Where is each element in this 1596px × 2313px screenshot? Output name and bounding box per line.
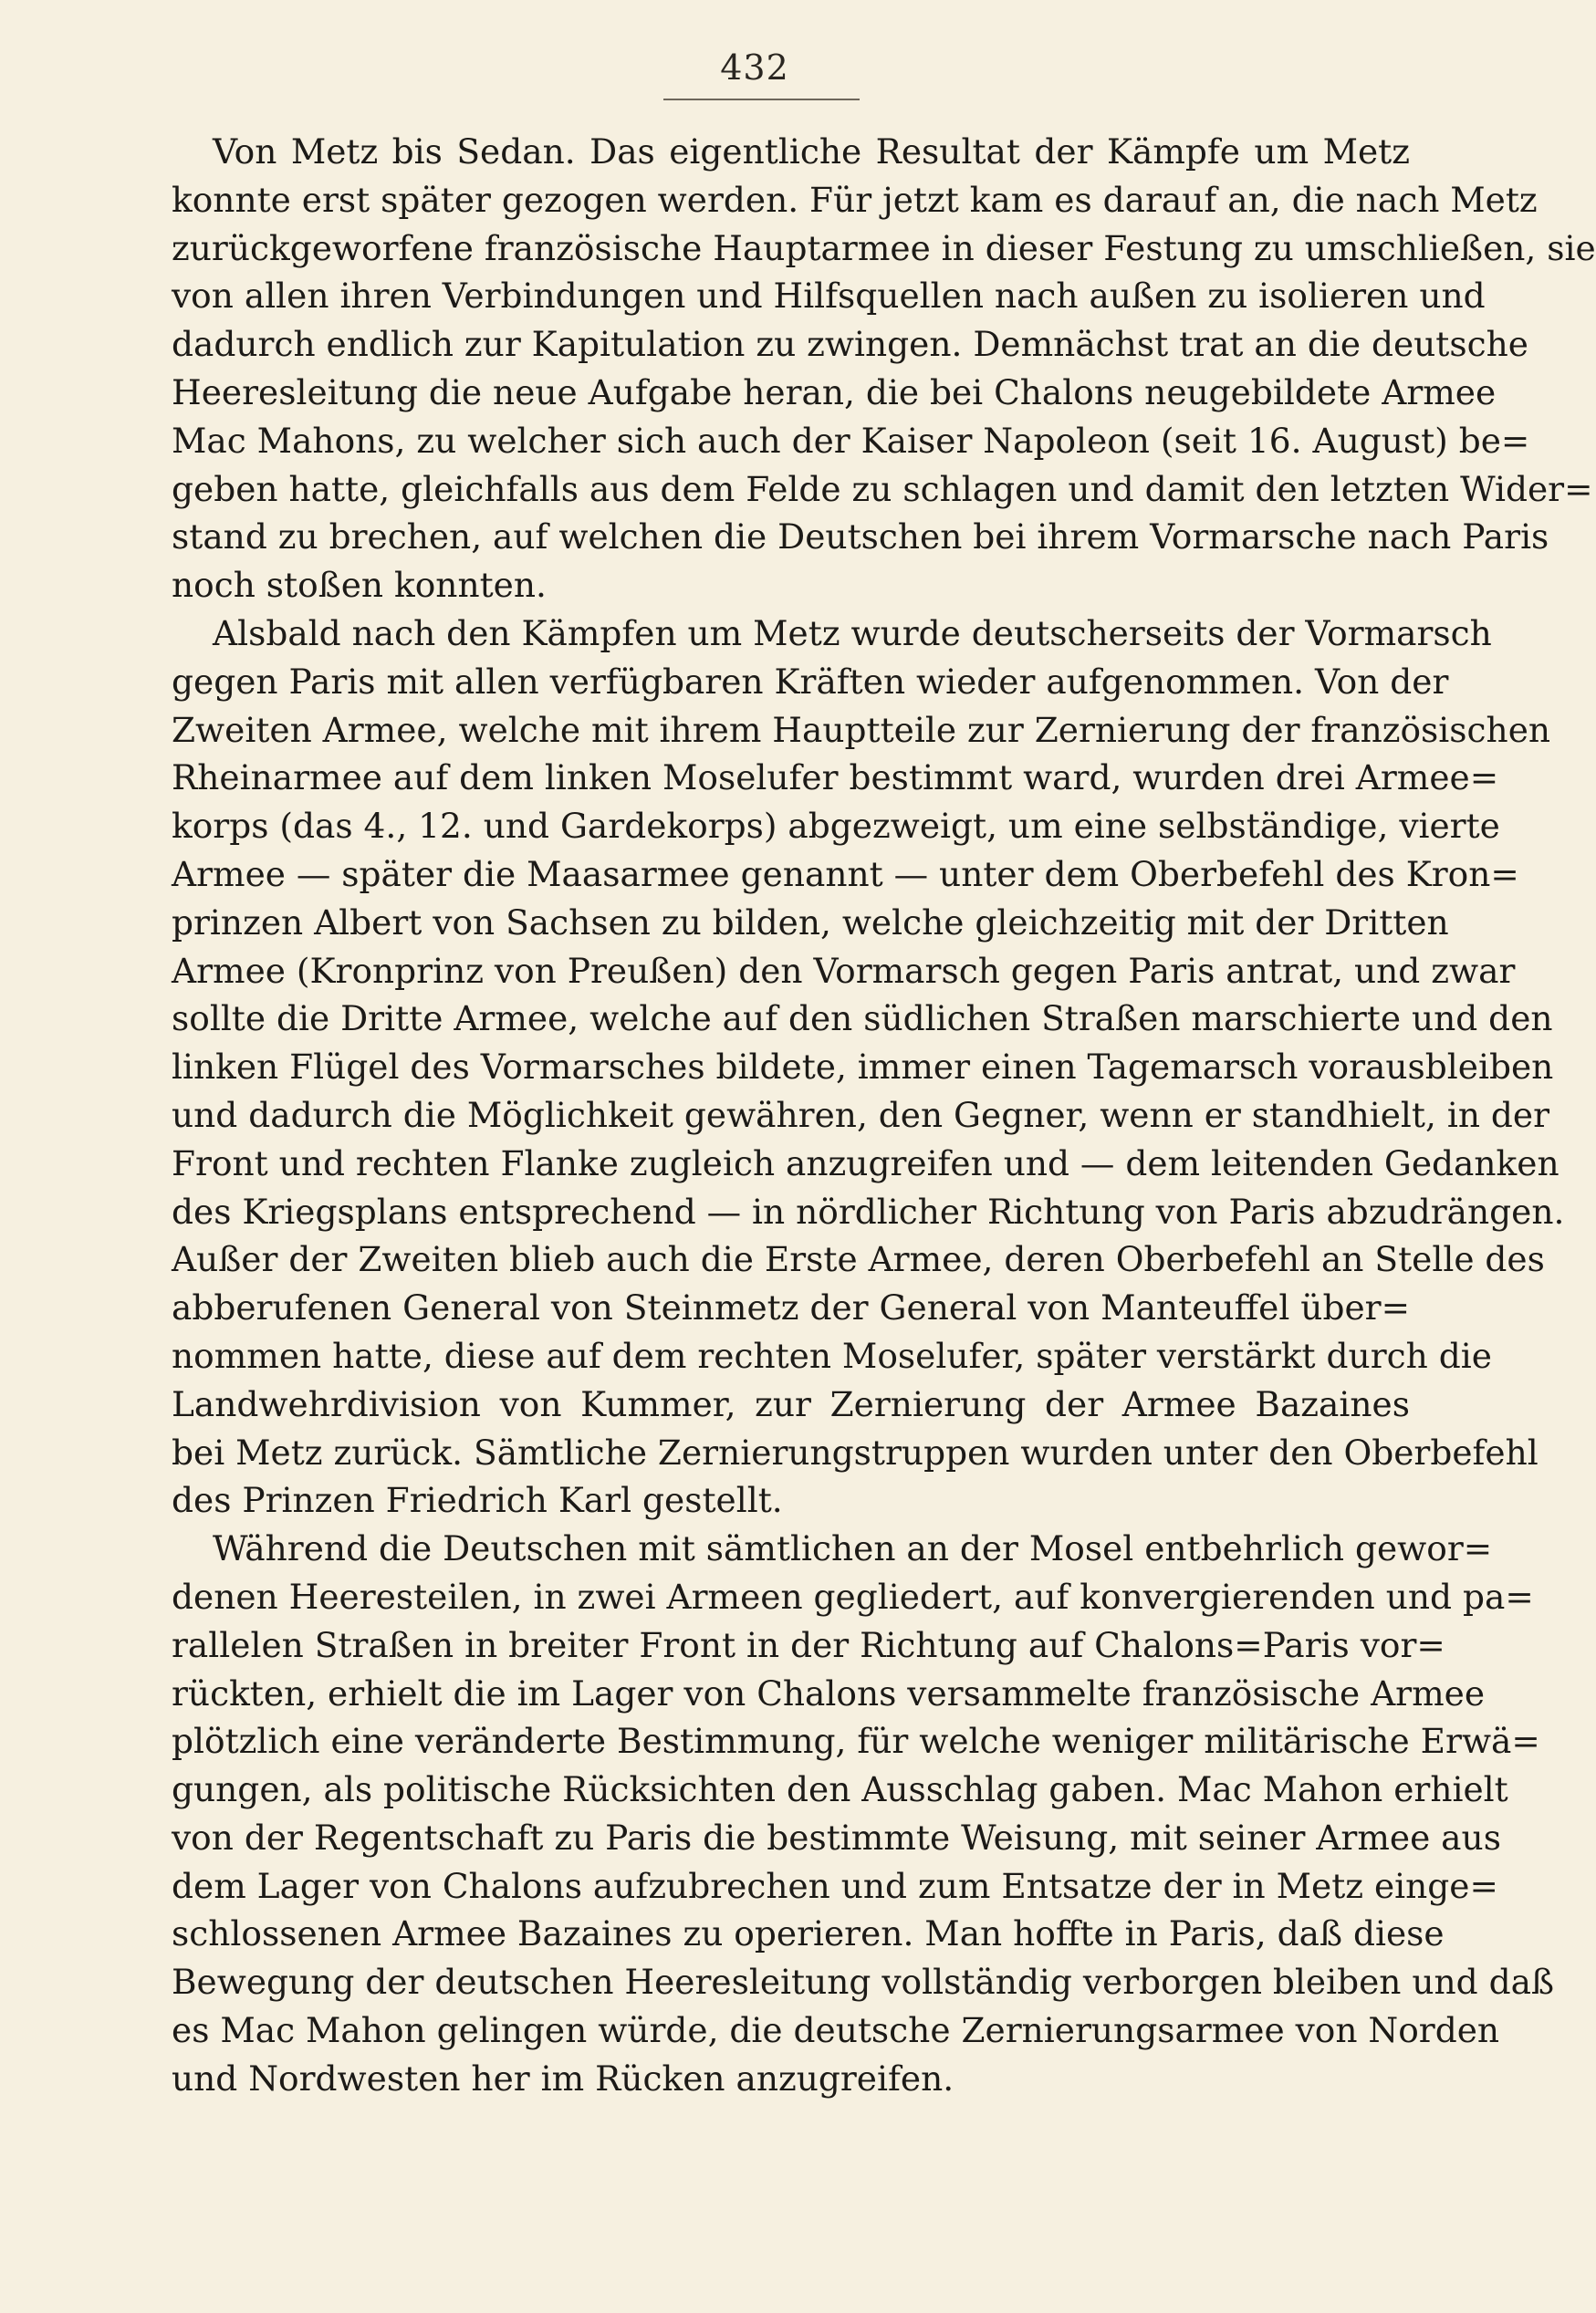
text-line: des Kriegsplans entsprechend — in nördlicher Richtung von Paris abzudrängen. [172, 1191, 1565, 1232]
text-line: abberufenen General von Steinmetz der General von Manteuffel über= [172, 1287, 1410, 1328]
text-line: Front und rechten Flanke zugleich anzugreifen und — dem leitenden Gedanken [172, 1142, 1559, 1183]
body-text [172, 128, 1596, 2103]
text-line: rückten, erhielt die im Lager von Chalons versammelte französische Armee [172, 1672, 1486, 1714]
text-line: Während die Deutschen mit sämtlichen an der Mosel entbehrlich gewor= [213, 1528, 1493, 1569]
paragraph-2 [172, 610, 1565, 1525]
text-line: Armee — später die Maasarmee genannt — unter dem Oberbefehl des Kron= [172, 853, 1519, 894]
text-line: stand zu brechen, auf welchen die Deutschen bei ihrem Vormarsche nach Paris [172, 516, 1549, 557]
text-line: es Mac Mahon gelingen würde, die deutsche Zernierungsarmee von Norden [172, 2010, 1500, 2051]
text-line: gungen, als politische Rücksichten den Ausschlag gaben. Mac Mahon erhielt [172, 1769, 1508, 1810]
text-line: von allen ihren Verbindungen und Hilfsquellen nach außen zu isolieren und [172, 276, 1486, 317]
text-line: dem Lager von Chalons aufzubrechen und zum Entsatze der in Metz einge= [172, 1865, 1498, 1906]
text-line: korps (das 4., 12. und Gardekorps) abgezweigt, um eine selbständige, vierte [172, 806, 1500, 847]
text-line: schlossenen Armee Bazaines zu operieren. Man hoffte in Paris, daß diese [172, 1913, 1445, 1954]
text-line: denen Heeresteilen, in zwei Armeen gegliedert, auf konvergierenden und pa= [172, 1576, 1534, 1617]
text-line: Alsbald nach den Kämpfen um Metz wurde deutscherseits der Vormarsch [213, 612, 1492, 653]
text-line: Zweiten Armee, welche mit ihrem Hauptteile zur Zernierung der französischen [172, 709, 1551, 750]
text-line: von der Regentschaft zu Paris die bestimmte Weisung, mit seiner Armee aus [172, 1817, 1501, 1858]
text-line: und dadurch die Möglichkeit gewähren, den Gegner, wenn er standhielt, in der [172, 1094, 1550, 1135]
text-line: konnte erst später gezogen werden. Für jetzt kam es darauf an, die nach Metz [172, 179, 1538, 220]
text-line: noch stoßen konnten. [172, 565, 547, 606]
text-line: Heeresleitung die neue Aufgabe heran, die bei Chalons neugebildete Armee [172, 371, 1497, 412]
text-line: prinzen Albert von Sachsen zu bilden, welche gleichzeitig mit der Dritten [172, 901, 1449, 943]
text-line: und Nordwesten her im Rücken anzugreifen. [172, 2058, 954, 2099]
text-line: des Prinzen Friedrich Karl gestellt. [172, 1480, 783, 1521]
paragraph-3 [172, 1525, 1554, 2103]
paragraph-1 [172, 128, 1596, 610]
page-number-rule [663, 99, 860, 100]
text-line: bei Metz zurück. Sämtliche Zernierungstruppen wurden unter den Oberbefehl [172, 1432, 1539, 1473]
text-line: Armee (Kronprinz von Preußen) den Vormarsch gegen Paris antrat, und zwar [172, 950, 1516, 991]
text-line: dadurch endlich zur Kapitulation zu zwingen. Demnächst trat an die deutsche [172, 324, 1528, 365]
text-line: gegen Paris mit allen verfügbaren Kräften wieder aufgenommen. Von der [172, 661, 1449, 702]
text-line: geben hatte, gleichfalls aus dem Felde zu schlagen und damit den letzten Wider= [172, 468, 1593, 509]
text-line: plötzlich eine veränderte Bestimmung, für welche weniger militärische Erwä= [172, 1721, 1540, 1762]
text-line: zurückgeworfene französische Hauptarmee in dieser Festung zu umschließen, sie [172, 227, 1596, 268]
text-line: nommen hatte, diese auf dem rechten Moselufer, später verstärkt durch die [172, 1335, 1492, 1376]
text-line: Außer der Zweiten blieb auch die Erste Armee, deren Oberbefehl an Stelle des [172, 1239, 1545, 1280]
text-line: Von Metz bis Sedan. Das eigentliche Resultat der Kämpfe um Metz [213, 131, 1410, 172]
text-line: sollte die Dritte Armee, welche auf den südlichen Straßen marschierte und den [172, 998, 1553, 1039]
text-line: Landwehrdivision von Kummer, zur Zernierung der Armee Bazaines [172, 1383, 1410, 1424]
page-number: 432 [720, 47, 789, 88]
text-line: linken Flügel des Vormarsches bildete, immer einen Tagemarsch vorausbleiben [172, 1047, 1554, 1088]
text-line: Bewegung der deutschen Heeresleitung vollständig verborgen bleiben und daß [172, 1962, 1554, 2003]
text-line: Rheinarmee auf dem linken Moselufer bestimmt ward, wurden drei Armee= [172, 757, 1499, 798]
text-line: Mac Mahons, zu welcher sich auch der Kaiser Napoleon (seit 16. August) be= [172, 420, 1530, 461]
text-line: rallelen Straßen in breiter Front in der Richtung auf Chalons=Paris vor= [172, 1624, 1445, 1665]
